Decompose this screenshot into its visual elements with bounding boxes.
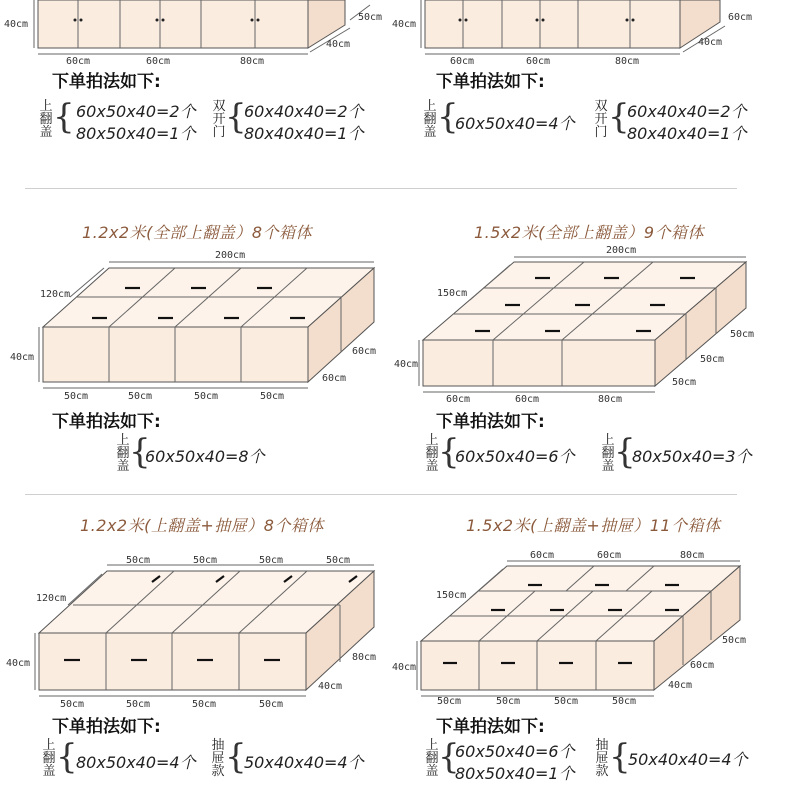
order-option: 80x40x40=1个 <box>244 124 364 143</box>
config-title: 1.5x2米(上翻盖+抽屉）11个箱体 <box>466 516 721 535</box>
order-instructions-heading: 下单拍法如下: <box>52 717 161 737</box>
dim-label: 50cm <box>193 555 218 566</box>
section-divider <box>25 188 737 189</box>
dim-label: 60cm <box>352 346 377 357</box>
order-option: 60x40x40=2个 <box>244 102 364 121</box>
order-instructions-heading: 下单拍法如下: <box>436 717 545 737</box>
dim-label: 40cm <box>668 680 693 691</box>
dim-label: 60cm <box>146 56 171 67</box>
brace-icon: { <box>438 432 460 472</box>
dim-label: 120cm <box>40 289 71 300</box>
dim-label: 200cm <box>606 245 637 256</box>
dim-label: 50cm <box>64 391 89 402</box>
group-label-lift-lid: 上 翻 盖 <box>601 433 615 474</box>
dim-label: 40cm <box>326 39 351 50</box>
bed-diagram-6 <box>392 550 746 707</box>
brace-icon: { <box>608 97 630 137</box>
dim-label: 60cm <box>530 550 555 561</box>
bed-diagram-3 <box>10 250 376 402</box>
dim-label: 40cm <box>10 352 35 363</box>
group-label-lift-lid: 上 翻 盖 <box>116 433 130 474</box>
dim-label: 50cm <box>437 696 462 707</box>
order-option: 60x50x40=2个 <box>76 102 196 121</box>
group-label-lift-lid: 上 翻 盖 <box>42 738 56 779</box>
dim-label: 50cm <box>700 354 725 365</box>
dim-label: 60cm <box>728 12 753 23</box>
dim-label: 60cm <box>515 394 540 405</box>
order-instructions-heading: 下单拍法如下: <box>52 72 161 92</box>
order-option: 80x50x40=4个 <box>76 753 196 772</box>
brace-icon: { <box>53 97 75 137</box>
group-label-lift-lid: 上 翻 盖 <box>425 738 439 779</box>
order-option: 50x40x40=4个 <box>628 750 748 769</box>
dim-label: 60cm <box>597 550 622 561</box>
dim-label: 50cm <box>126 555 151 566</box>
dim-label: 40cm <box>4 19 29 30</box>
order-option: 80x40x40=1个 <box>627 124 747 143</box>
dim-label: 50cm <box>128 391 153 402</box>
order-option: 80x50x40=3个 <box>632 447 752 466</box>
order-option: 80x50x40=1个 <box>455 764 575 783</box>
config-title: 1.2x2米(上翻盖+抽屉）8个箱体 <box>80 516 324 535</box>
dim-label: 40cm <box>392 662 417 673</box>
brace-icon: { <box>129 432 151 472</box>
dim-label: 80cm <box>598 394 623 405</box>
bed-diagram-2 <box>392 0 752 67</box>
group-label-double-door: 双 开 门 <box>594 99 608 140</box>
group-label-drawer: 抽 屉 款 <box>211 738 225 779</box>
dim-label: 50cm <box>730 329 755 340</box>
dim-label: 50cm <box>722 635 747 646</box>
dim-label: 40cm <box>392 19 417 30</box>
dim-label: 50cm <box>496 696 521 707</box>
dim-label: 60cm <box>526 56 551 67</box>
dim-label: 50cm <box>126 699 151 710</box>
dim-label: 200cm <box>215 250 246 261</box>
order-option: 80x50x40=1个 <box>76 124 196 143</box>
dim-label: 80cm <box>615 56 640 67</box>
dim-label: 120cm <box>36 593 67 604</box>
dim-label: 50cm <box>60 699 85 710</box>
dim-label: 80cm <box>240 56 265 67</box>
bed-diagram-4 <box>394 245 754 405</box>
dim-label: 50cm <box>260 391 285 402</box>
group-label-lift-lid: 上 翻 盖 <box>425 433 439 474</box>
dim-label: 50cm <box>612 696 637 707</box>
group-label-double-door: 双 开 门 <box>212 99 226 140</box>
group-label-lift-lid: 上 翻 盖 <box>423 99 437 140</box>
dim-label: 40cm <box>394 359 419 370</box>
dim-label: 50cm <box>259 555 284 566</box>
dim-label: 50cm <box>554 696 579 707</box>
bed-diagram-5 <box>6 555 376 710</box>
config-title: 1.5x2米(全部上翻盖）9个箱体 <box>474 223 705 242</box>
dim-label: 50cm <box>672 377 697 388</box>
dim-label: 60cm <box>66 56 91 67</box>
order-instructions-heading: 下单拍法如下: <box>436 412 545 432</box>
order-option: 60x50x40=6个 <box>455 447 575 466</box>
dim-label: 40cm <box>6 658 31 669</box>
dim-label: 50cm <box>194 391 219 402</box>
dim-label: 80cm <box>680 550 705 561</box>
order-instructions-heading: 下单拍法如下: <box>436 72 545 92</box>
brace-icon: { <box>56 737 78 777</box>
dim-label: 60cm <box>446 394 471 405</box>
brace-icon: { <box>225 737 247 777</box>
dim-label: 60cm <box>322 373 347 384</box>
group-label-lift-lid: 上 翻 盖 <box>39 99 53 140</box>
order-option: 60x50x40=8个 <box>145 447 265 466</box>
dim-label: 40cm <box>698 37 723 48</box>
dim-label: 40cm <box>318 681 343 692</box>
order-option: 60x40x40=2个 <box>627 102 747 121</box>
brace-icon: { <box>225 97 247 137</box>
dim-label: 50cm <box>358 12 383 23</box>
dim-label: 60cm <box>690 660 715 671</box>
brace-icon: { <box>609 737 631 777</box>
dim-label: 50cm <box>259 699 284 710</box>
brace-icon: { <box>614 432 636 472</box>
config-title: 1.2x2米(全部上翻盖）8个箱体 <box>82 223 313 242</box>
order-option: 50x40x40=4个 <box>244 753 364 772</box>
dim-label: 50cm <box>192 699 217 710</box>
dim-label: 50cm <box>326 555 351 566</box>
dim-label: 60cm <box>450 56 475 67</box>
dim-label: 150cm <box>437 288 468 299</box>
section-divider <box>25 494 737 495</box>
brace-icon: { <box>437 97 459 137</box>
order-option: 60x50x40=4个 <box>455 114 575 133</box>
brace-icon: { <box>438 737 460 777</box>
dim-label: 80cm <box>352 652 377 663</box>
group-label-drawer: 抽 屉 款 <box>595 738 609 779</box>
dim-label: 150cm <box>436 590 467 601</box>
order-instructions-heading: 下单拍法如下: <box>52 412 161 432</box>
bed-diagram-1 <box>4 0 382 67</box>
order-option: 60x50x40=6个 <box>455 742 575 761</box>
